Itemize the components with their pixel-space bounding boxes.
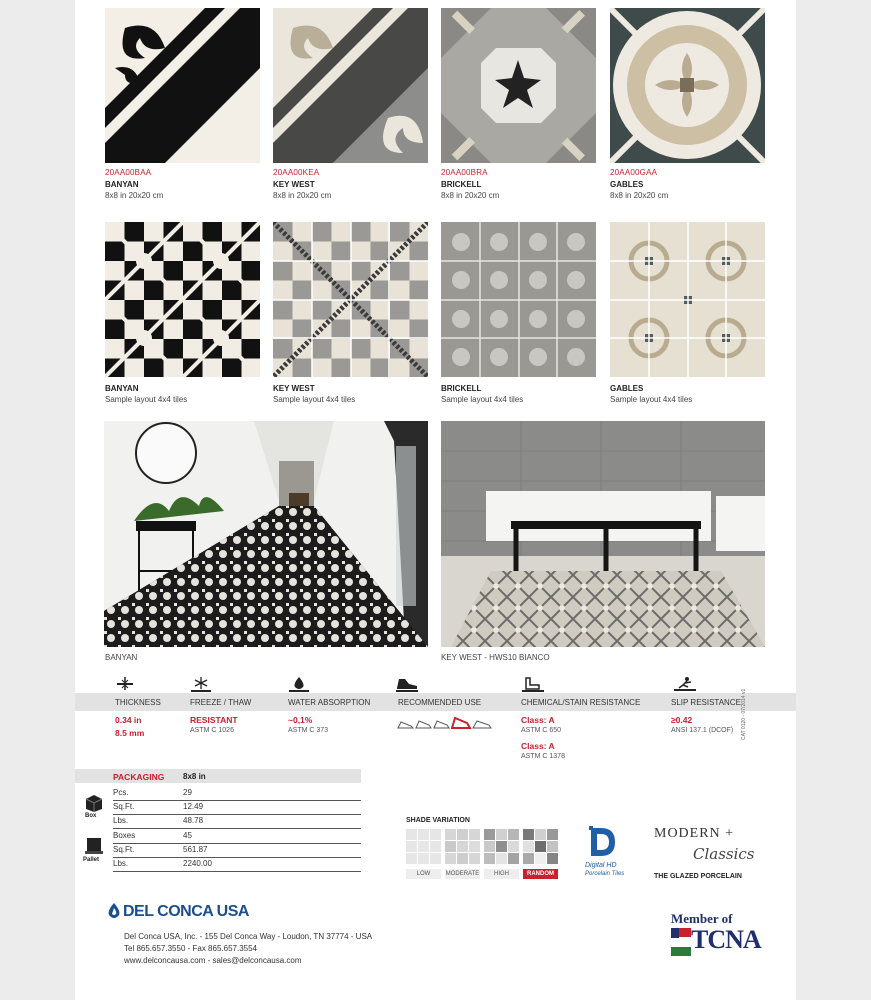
pk-key: Lbs. xyxy=(113,859,129,868)
tile-name: KEY WEST xyxy=(273,180,315,189)
tile-name: BANYAN xyxy=(105,180,139,189)
tile-size: 8x8 in 20x20 cm xyxy=(610,191,669,200)
chemical-class-2: Class: A xyxy=(521,741,555,751)
spec-thickness-label: THICKNESS xyxy=(115,698,161,707)
thickness-mm: 8.5 mm xyxy=(115,728,145,738)
company-logo-text: DEL CONCA USA xyxy=(123,903,249,920)
tile-size: 8x8 in 20x20 cm xyxy=(105,191,164,200)
slip-standard: ANSI 137.1 (DCOF) xyxy=(671,727,734,734)
box-label: Box xyxy=(85,813,97,819)
brand-line2: Classics xyxy=(693,845,755,863)
tile-name: GABLES xyxy=(610,180,644,189)
spec-freeze-label: FREEZE / THAW xyxy=(190,698,252,707)
shade-level-low: LOW xyxy=(406,869,441,879)
thickness-icon xyxy=(115,676,135,695)
catalog-page xyxy=(75,0,796,1000)
tcna-flag-icon xyxy=(671,928,691,961)
pk-key: Boxes xyxy=(113,831,136,840)
packaging-size: 8x8 in xyxy=(183,772,206,781)
hallway-caption: BANYAN xyxy=(105,653,138,662)
water-drop-icon xyxy=(288,676,310,697)
tile-code: 20AA00GAA xyxy=(610,168,658,177)
flask-icon xyxy=(521,676,545,697)
packaging-row xyxy=(113,857,361,872)
company-phone: Tel 865.657.3550 - Fax 865.657.3554 xyxy=(124,944,257,953)
packaging-row xyxy=(113,829,361,844)
shade-level-random: RANDOM xyxy=(523,869,558,879)
pk-key: Sq.Ft. xyxy=(113,802,135,811)
tcna-line1: Member of xyxy=(671,911,733,926)
tile-brickell xyxy=(441,8,596,163)
digital-hd-logo-icon xyxy=(587,826,617,863)
shade-level-moderate: MODERATE xyxy=(445,871,480,877)
hallway-photo xyxy=(104,421,428,647)
pk-key: Pcs. xyxy=(113,788,129,797)
layout-note: Sample layout 4x4 tiles xyxy=(105,395,188,404)
packaging-row xyxy=(113,843,361,858)
layout-name: BRICKELL xyxy=(441,384,482,393)
layout-note: Sample layout 4x4 tiles xyxy=(273,395,356,404)
recommended-use-scale xyxy=(397,716,492,735)
chemical-standard-1: ASTM C 650 xyxy=(521,727,562,734)
thickness-in: 0.34 in xyxy=(115,715,142,725)
tile-code: 20AA00BRA xyxy=(441,168,488,177)
chemical-class-1: Class: A xyxy=(521,715,555,725)
packaging-row xyxy=(113,786,361,801)
shoe-icon xyxy=(395,676,419,697)
freeze-standard: ASTM C 1026 xyxy=(190,727,234,734)
pk-value: 561.87 xyxy=(183,845,208,854)
shade-level-high: HIGH xyxy=(484,869,519,879)
layout-name: BANYAN xyxy=(105,384,139,393)
tile-key-west xyxy=(273,8,428,163)
layout-gables xyxy=(610,222,765,377)
digital-hd-line2: Porcelain Tiles xyxy=(585,871,625,877)
water-value: ~0,1% xyxy=(288,715,313,725)
layout-banyan xyxy=(105,222,260,377)
lounge-caption: KEY WEST - HWS10 BIANCO xyxy=(441,653,550,662)
layout-name: KEY WEST xyxy=(273,384,315,393)
digital-hd-line1: Digital HD xyxy=(585,862,617,869)
layout-name: GABLES xyxy=(610,384,644,393)
tile-size: 8x8 in 20x20 cm xyxy=(273,191,332,200)
pk-value: 12.49 xyxy=(183,802,204,811)
lounge-photo xyxy=(441,421,765,647)
tile-banyan xyxy=(105,8,260,163)
pk-value: 48.78 xyxy=(183,816,204,825)
slip-icon xyxy=(673,676,697,697)
shade-swatches xyxy=(406,829,558,874)
chemical-standard-2: ASTM C 1378 xyxy=(521,753,565,760)
layout-brickell xyxy=(441,222,596,377)
layout-note: Sample layout 4x4 tiles xyxy=(441,395,524,404)
spec-use-label: RECOMMENDED USE xyxy=(398,698,482,707)
spec-chemical-label: CHEMICAL/STAIN RESISTANCE xyxy=(521,698,641,707)
tcna-line2: TCNA xyxy=(691,925,761,954)
tile-code: 20AA00BAA xyxy=(105,168,152,177)
slip-value: ≥0.42 xyxy=(671,715,693,725)
packaging-row xyxy=(113,800,361,815)
pk-value: 2240.00 xyxy=(183,859,212,868)
pk-key: Sq.Ft. xyxy=(113,845,135,854)
tile-size: 8x8 in 20x20 cm xyxy=(441,191,500,200)
pallet-label: Pallet xyxy=(83,857,100,863)
shade-title: SHADE VARIATION xyxy=(406,817,470,824)
del-conca-logo xyxy=(107,902,121,925)
water-standard: ASTM C 373 xyxy=(288,727,329,734)
pk-key: Lbs. xyxy=(113,816,129,825)
packaging-row xyxy=(113,814,361,829)
pk-value: 45 xyxy=(183,831,192,840)
pk-value: 29 xyxy=(183,788,192,797)
spec-water-label: WATER ABSORPTION xyxy=(288,698,371,707)
packaging-title: PACKAGING xyxy=(113,772,165,782)
snowflake-icon xyxy=(190,676,212,697)
spec-slip-label: SLIP RESISTANCE xyxy=(671,698,741,707)
company-address: Del Conca USA, Inc. - 155 Del Conca Way - Loudon, TN 37774 - USA xyxy=(124,932,373,941)
tile-gables xyxy=(610,8,765,163)
layout-key-west xyxy=(273,222,428,377)
layout-note: Sample layout 4x4 tiles xyxy=(610,395,693,404)
company-web: www.delconcausa.com - sales@delconcausa.com xyxy=(124,956,302,965)
tile-name: BRICKELL xyxy=(441,180,482,189)
brand-line1: MODERN + xyxy=(654,826,735,841)
freeze-value: RESISTANT xyxy=(190,715,238,725)
tile-code: 20AA00KEA xyxy=(273,168,320,177)
brand-line3: THE GLAZED PORCELAIN xyxy=(654,873,742,880)
catalog-code: CAT 0120 - 07/2014 v1 xyxy=(741,688,747,740)
